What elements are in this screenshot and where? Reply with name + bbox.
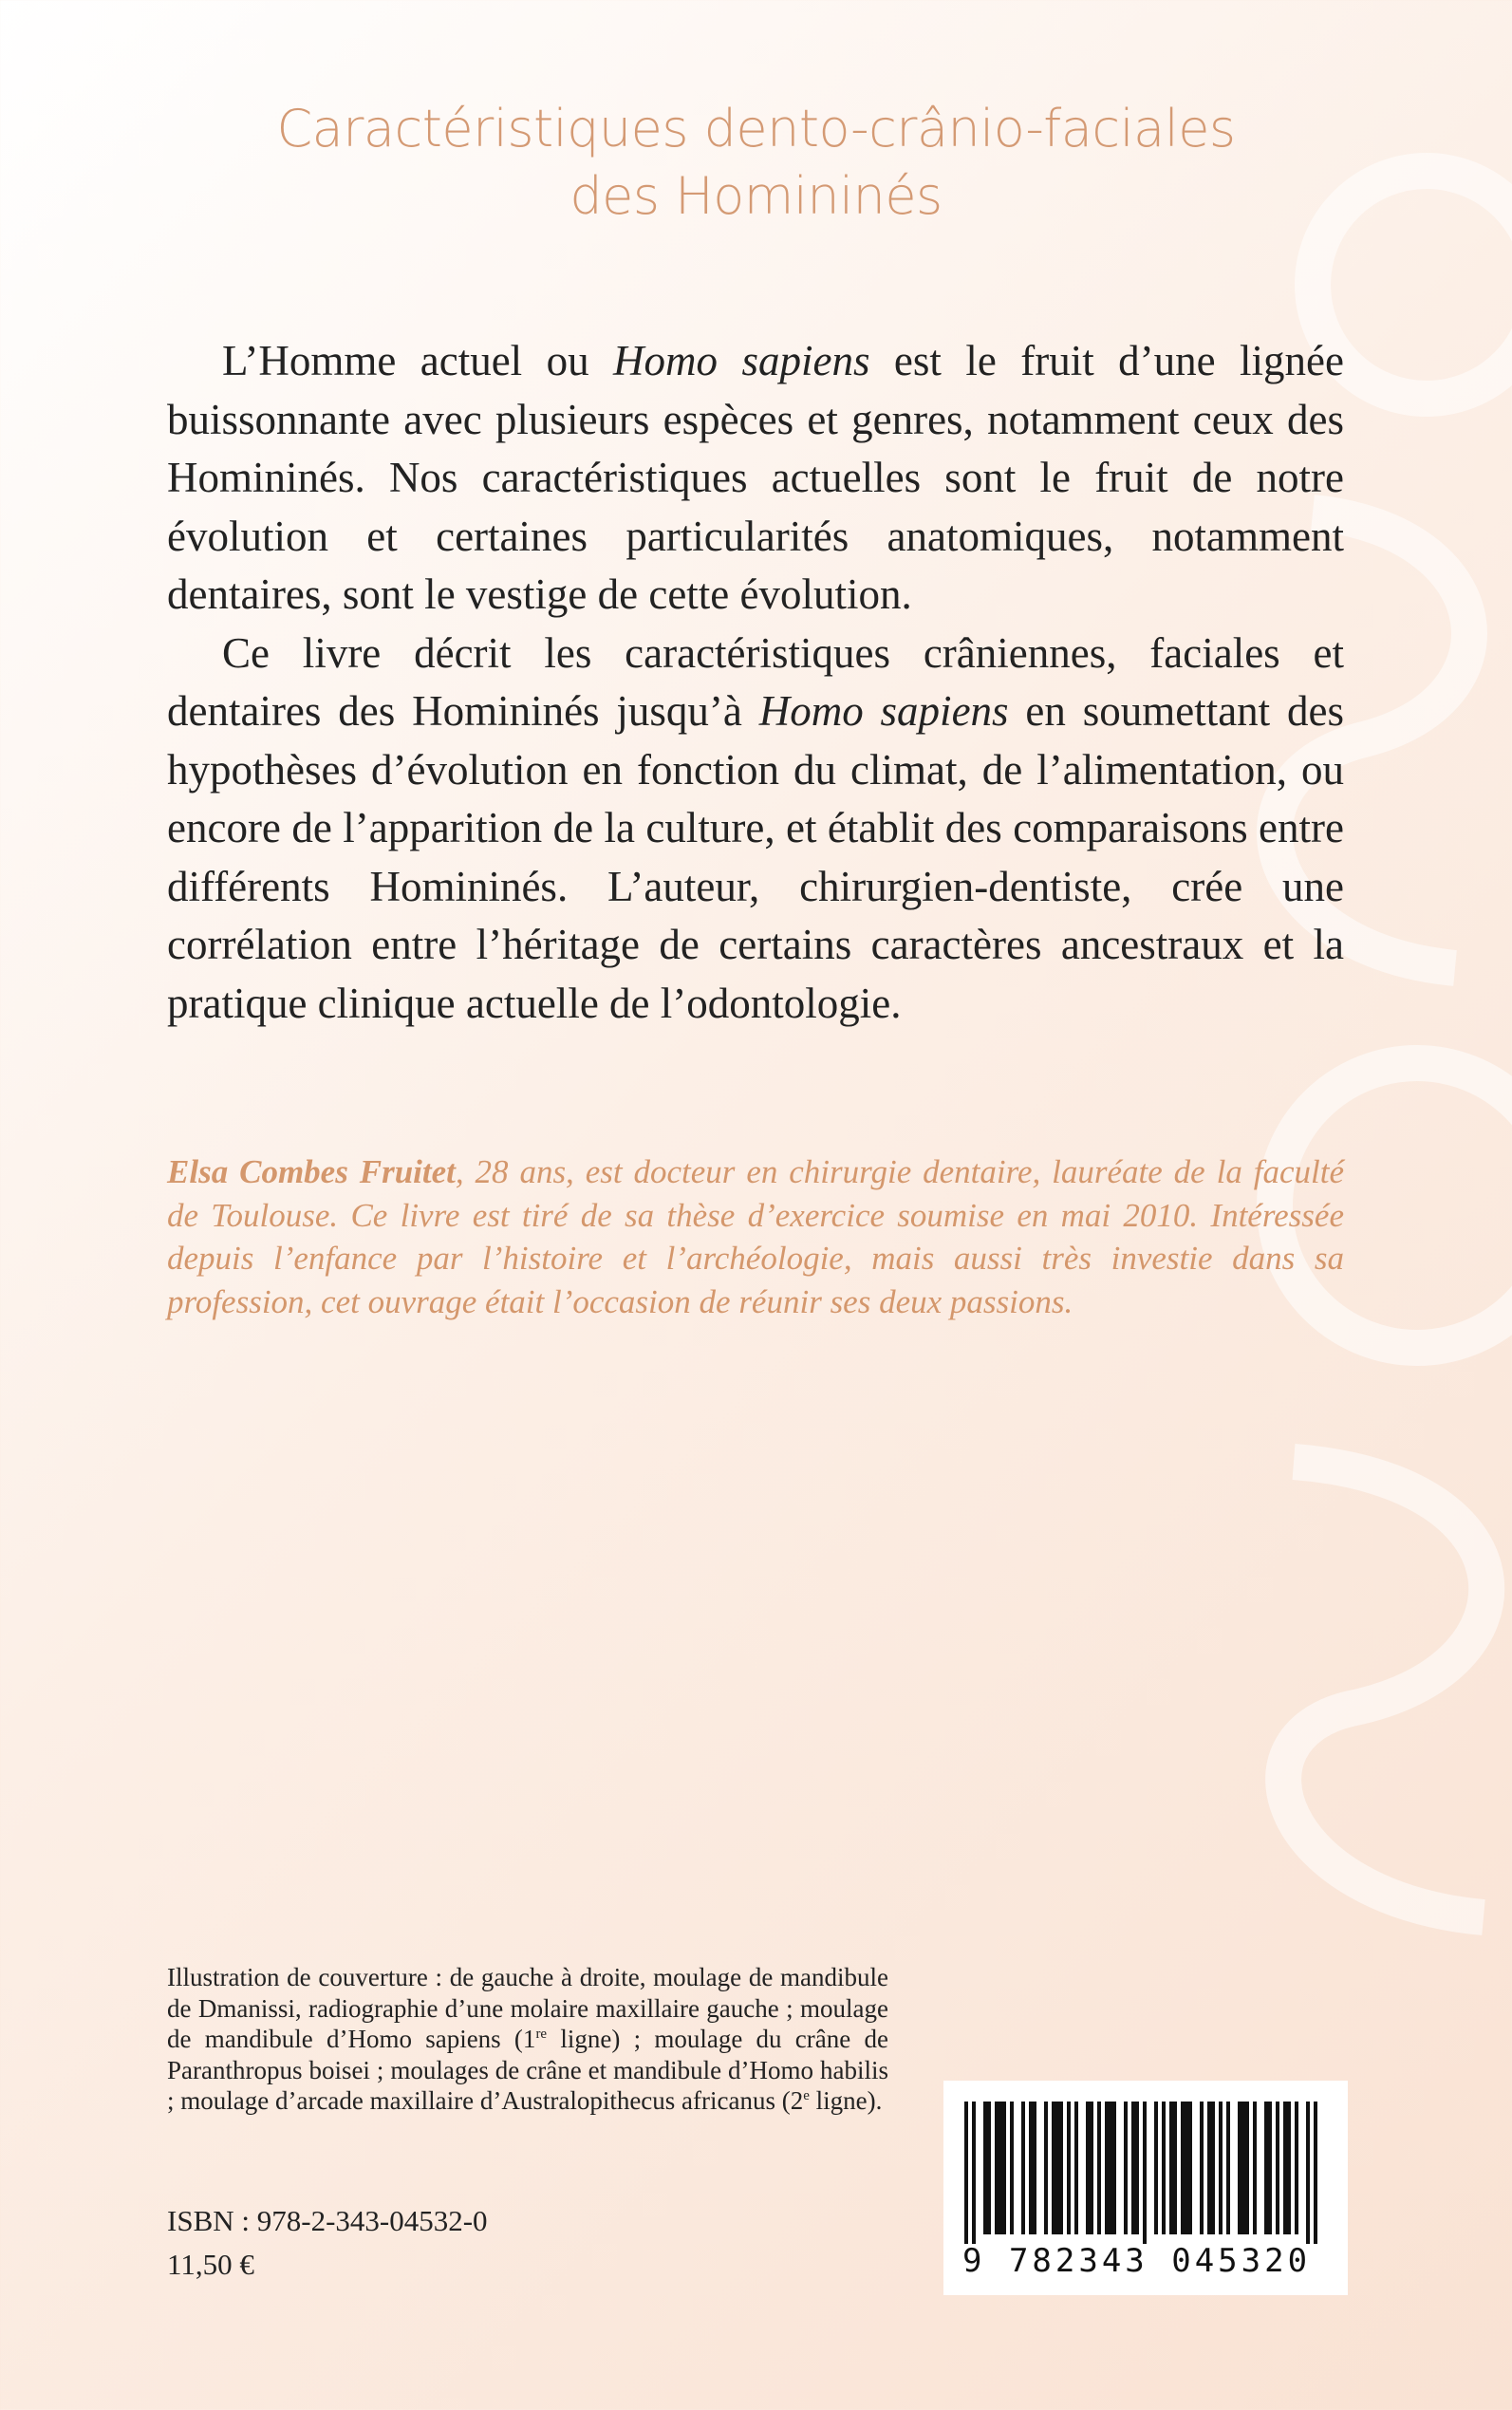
barcode-bar [1044,2102,1048,2234]
credits-sup-1: re [535,2027,548,2042]
barcode-bar [1253,2102,1257,2234]
barcode-bar [1033,2102,1036,2234]
barcode-bar [1226,2102,1230,2234]
author-bio-text: , 28 ans, est docteur en chirurgie dentaire, lauréate de la faculté de Toulouse. Ce livre est tiré de sa thèse d’exercice soumise en mai 2010. Intéressée depuis l’enfance par l’histoire et l’archéologie, mais aussi très investie dans sa profession, cet ouvrage était l’occasion de réunir ses deux passions. [167,1153,1344,1320]
barcode-bar [1219,2102,1223,2234]
barcode-bar [1002,2102,1006,2234]
barcode-bar [1143,2102,1147,2244]
barcode-bar [1109,2102,1112,2234]
barcode-bar [1173,2102,1177,2234]
barcode-bar [964,2102,968,2244]
price: 11,50 € [167,2248,254,2281]
barcode-bar [1086,2102,1090,2234]
barcode-bar [1124,2102,1128,2234]
book-title-line-2: des Homininés [569,166,943,227]
barcode-bar [983,2102,987,2234]
barcode-bar [1283,2102,1287,2234]
credits-sup-2: e [803,2088,810,2103]
barcode-bar [1276,2102,1279,2234]
summary-p1-species: Homo sapiens [613,337,870,384]
barcode-bar [1268,2102,1272,2234]
book-title [0,95,1512,231]
book-title-line-1: Caractéristiques dento-crânio-faciales [276,99,1236,159]
barcode-bar [1029,2102,1033,2234]
barcode-bar [1021,2102,1025,2234]
barcode-bar [1097,2102,1101,2234]
barcode-bar [1052,2102,1055,2234]
summary-paragraph-1 [167,332,1344,625]
barcode-bar [1112,2102,1116,2234]
summary-p1-text-a: L’Homme actuel ou [222,337,614,384]
barcode-bar [1169,2102,1173,2234]
barcode-bar [1135,2102,1139,2234]
barcode-bar [1059,2102,1063,2234]
barcode-bar [1055,2102,1059,2234]
barcode-bar [972,2102,976,2244]
barcode-bar [1162,2102,1166,2234]
barcode-bar [1295,2102,1298,2234]
barcode-bar [1181,2102,1185,2234]
summary-p1-text-b: est le fruit d’une lignée buissonnante avec plusieurs espèces et genres, notamment ceux des Homininés. Nos caractéristiques actuelles sont le fruit de notre évolution et certaines particularités anatomiques, notamment dentaires, sont le vestige de cette évolution. [167,337,1344,618]
barcode-bar [1264,2102,1268,2234]
barcode-bar [1207,2102,1211,2234]
barcode-bar [1154,2102,1158,2234]
barcode-bars [964,2102,1327,2244]
credits-text-1: Illustration de couverture : de gauche à droite, moulage de mandibule de Dmanissi, radiographie d’une molaire maxillaire gauche ; moulage de mandibule d’Homo sapiens (1 [167,1963,888,2053]
barcode-bar [999,2102,1002,2234]
barcode-bar [995,2102,999,2234]
barcode-bar [1067,2102,1071,2234]
barcode-bar [1185,2102,1188,2234]
barcode-bar [1074,2102,1078,2234]
credits-text-3: ligne). [809,2086,883,2115]
summary-p2-text-b: en soumettant des hypothèses d’évolution en fonction du climat, de l’alimentation, ou encore de l’apparition de la culture, et établit des comparaisons entre différents Homininés. L’auteur, chirurgien-dentiste, crée une corrélation entre l’héritage de certains caractères ancestraux et la pratique clinique actuelle de l’odontologie. [167,687,1344,1027]
book-summary [167,332,1344,1033]
barcode-bar [1200,2102,1204,2234]
summary-paragraph-2 [167,625,1344,1034]
summary-p2-text-a: Ce livre décrit les caractéristiques crâniennes, faciales et dentaires des Homininés jusqu’à [167,628,1344,735]
summary-p2-species: Homo sapiens [758,687,1009,735]
barcode-bar [1188,2102,1192,2234]
barcode [943,2081,1348,2295]
barcode-bar [1314,2102,1317,2244]
barcode-bar [1241,2102,1245,2234]
barcode-bar [987,2102,991,2234]
credits-text-2: ligne) ; moulage du crâne de Paranthropus boisei ; moulages de crâne et mandibule d’Homo habilis ; moulage d’arcade maxillaire d’Australopithecus africanus (2 [167,2025,888,2115]
barcode-bar [1010,2102,1014,2234]
barcode-bar [1287,2102,1291,2234]
author-bio [167,1150,1344,1323]
barcode-bar [1211,2102,1215,2234]
isbn: ISBN : 978-2-343-04532-0 [167,2204,488,2237]
barcode-bar [1131,2102,1135,2234]
barcode-bar [1090,2102,1093,2234]
cover-illustration-credits [167,1962,888,2117]
barcode-digits: 9 782343 045320 [962,2242,1312,2280]
barcode-bar [1306,2102,1310,2244]
barcode-bar [1245,2102,1249,2234]
author-name: Elsa Combes Fruitet [167,1153,456,1190]
barcode-bar [1105,2102,1109,2234]
barcode-bar [1238,2102,1241,2234]
